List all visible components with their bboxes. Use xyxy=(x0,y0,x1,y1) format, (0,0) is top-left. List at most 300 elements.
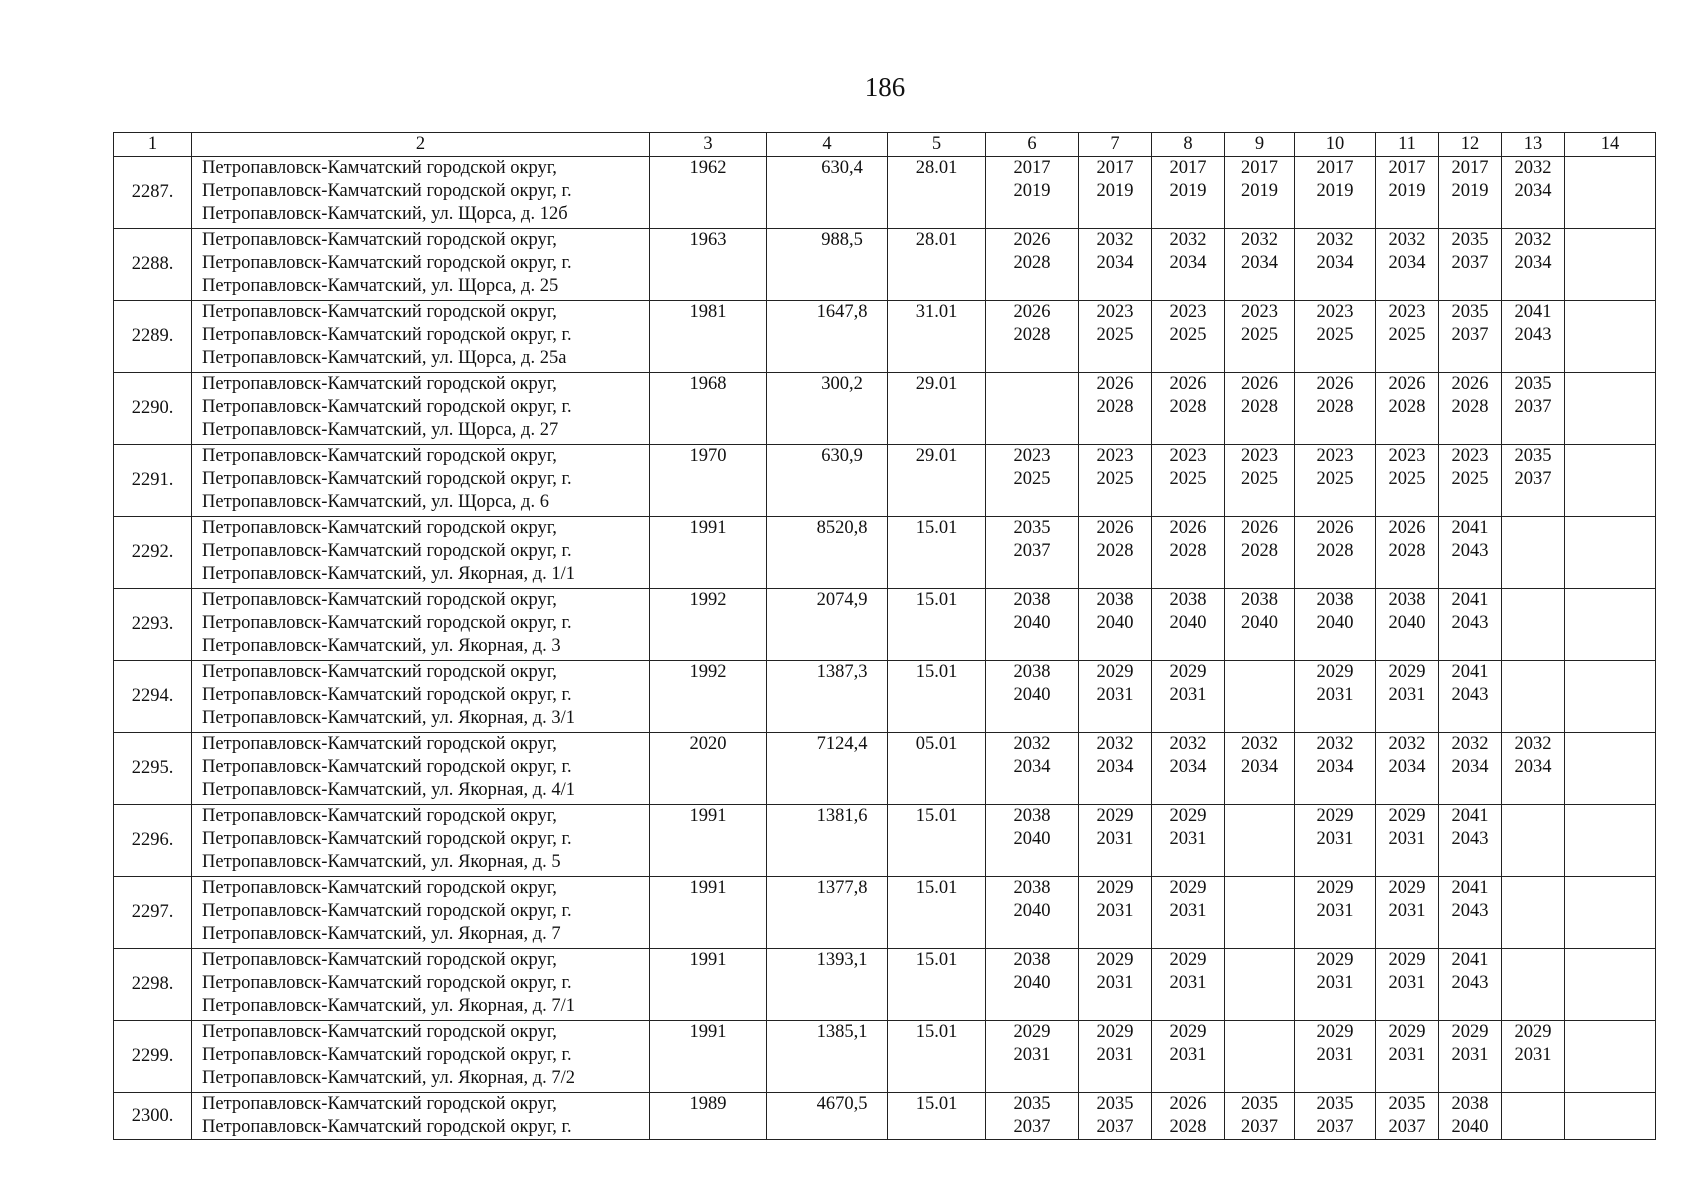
period-cell-col-8 xyxy=(1152,445,1225,517)
period-year: 2029 xyxy=(1388,806,1426,826)
period-cell-col-12 xyxy=(1439,589,1502,661)
date-code: 15.01 xyxy=(888,1093,986,1140)
date-code: 29.01 xyxy=(888,445,986,517)
period-cell-col-9 xyxy=(1225,301,1295,373)
period-cell-col-7 xyxy=(1079,229,1152,301)
address-line: Петропавловск-Камчатский городской округ, xyxy=(202,1022,557,1042)
period-cell-col-13 xyxy=(1502,517,1565,589)
period-year: 2037 xyxy=(1451,325,1489,345)
build-year: 1991 xyxy=(650,517,767,589)
address-line: Петропавловск-Камчатский городской округ, xyxy=(202,662,557,682)
period-year: 2031 xyxy=(1169,829,1207,849)
table-row xyxy=(114,949,1656,1021)
period-year: 2041 xyxy=(1451,590,1489,610)
address-line: Петропавловск-Камчатский городской округ, xyxy=(202,950,557,970)
period-year: 2031 xyxy=(1388,685,1426,705)
period-year: 2034 xyxy=(1241,253,1278,273)
period-year: 2038 xyxy=(1169,590,1207,610)
date-code: 15.01 xyxy=(888,877,986,949)
period-year: 2025 xyxy=(1096,325,1134,345)
period-year: 2043 xyxy=(1451,613,1489,633)
address-line: Петропавловск-Камчатский городской округ, xyxy=(202,374,557,394)
period-year: 2026 xyxy=(1013,230,1051,250)
table-row xyxy=(114,445,1656,517)
address-line: Петропавловск-Камчатский, ул. Якорная, д. 4/1 xyxy=(202,780,576,800)
period-cell-col-7 xyxy=(1079,805,1152,877)
period-cell-col-14 xyxy=(1565,373,1656,445)
period-year: 2028 xyxy=(1169,541,1207,561)
period-cell-col-13 xyxy=(1502,805,1565,877)
period-year: 2026 xyxy=(1096,374,1134,394)
period-cell-col-14 xyxy=(1565,445,1656,517)
period-year: 2032 xyxy=(1241,734,1278,754)
table-row xyxy=(114,157,1656,229)
period-cell-col-7 xyxy=(1079,1093,1152,1140)
address-line: Петропавловск-Камчатский городской округ, г. xyxy=(202,757,572,777)
period-cell-col-8 xyxy=(1152,373,1225,445)
period-year: 2037 xyxy=(1013,541,1051,561)
period-year: 2029 xyxy=(1096,878,1134,898)
table-row xyxy=(114,805,1656,877)
period-cell-col-7 xyxy=(1079,949,1152,1021)
period-year: 2029 xyxy=(1169,950,1207,970)
row-number: 2288. xyxy=(114,229,192,301)
period-cell-col-14 xyxy=(1565,733,1656,805)
period-year: 2028 xyxy=(1241,397,1278,417)
period-cell-col-13 xyxy=(1502,877,1565,949)
row-number: 2294. xyxy=(114,661,192,733)
period-year: 2032 xyxy=(1316,230,1354,250)
period-year: 2028 xyxy=(1388,397,1426,417)
period-cell-col-12 xyxy=(1439,301,1502,373)
period-year: 2031 xyxy=(1169,973,1207,993)
date-code: 28.01 xyxy=(888,157,986,229)
period-year: 2029 xyxy=(1388,1022,1426,1042)
period-year: 2029 xyxy=(1388,878,1426,898)
period-cell-col-12 xyxy=(1439,661,1502,733)
period-cell-col-12 xyxy=(1439,373,1502,445)
period-year: 2029 xyxy=(1388,662,1426,682)
period-year: 2026 xyxy=(1451,374,1489,394)
period-cell-col-11 xyxy=(1376,733,1439,805)
period-cell-col-10 xyxy=(1295,301,1376,373)
period-cell-col-8 xyxy=(1152,661,1225,733)
period-year: 2035 xyxy=(1514,446,1552,466)
period-cell-col-7 xyxy=(1079,445,1152,517)
period-year: 2037 xyxy=(1013,1117,1051,1137)
period-cell-col-10 xyxy=(1295,949,1376,1021)
period-year: 2040 xyxy=(1169,613,1207,633)
row-number: 2295. xyxy=(114,733,192,805)
address-line: Петропавловск-Камчатский городской округ, г. xyxy=(202,901,572,921)
period-cell-col-7 xyxy=(1079,733,1152,805)
period-cell-col-12 xyxy=(1439,157,1502,229)
period-cell-col-10 xyxy=(1295,589,1376,661)
area-value: 1385,1 xyxy=(767,1021,888,1093)
build-year: 1968 xyxy=(650,373,767,445)
period-year: 2037 xyxy=(1388,1117,1426,1137)
period-year: 2026 xyxy=(1169,518,1207,538)
period-year: 2028 xyxy=(1241,541,1278,561)
period-year: 2038 xyxy=(1316,590,1354,610)
period-year: 2040 xyxy=(1013,685,1051,705)
period-year: 2032 xyxy=(1514,230,1552,250)
date-code: 15.01 xyxy=(888,949,986,1021)
period-year: 2029 xyxy=(1316,662,1354,682)
area-value: 630,4 xyxy=(767,157,888,229)
period-year: 2032 xyxy=(1096,230,1134,250)
period-cell-col-10 xyxy=(1295,661,1376,733)
period-year: 2037 xyxy=(1096,1117,1134,1137)
row-number: 2289. xyxy=(114,301,192,373)
period-year: 2031 xyxy=(1096,1045,1134,1065)
period-cell-col-12 xyxy=(1439,877,1502,949)
column-header-7: 7 xyxy=(1079,133,1152,157)
date-code: 28.01 xyxy=(888,229,986,301)
period-cell-col-14 xyxy=(1565,877,1656,949)
period-year: 2031 xyxy=(1169,901,1207,921)
period-year: 2028 xyxy=(1451,397,1489,417)
period-year: 2029 xyxy=(1096,662,1134,682)
period-year: 2031 xyxy=(1096,901,1134,921)
build-year: 1970 xyxy=(650,445,767,517)
period-cell-col-6 xyxy=(986,1021,1079,1093)
period-cell-col-6 xyxy=(986,949,1079,1021)
date-code: 15.01 xyxy=(888,517,986,589)
period-year: 2037 xyxy=(1514,397,1552,417)
period-cell-col-8 xyxy=(1152,157,1225,229)
column-header-5: 5 xyxy=(888,133,986,157)
period-cell-col-12 xyxy=(1439,949,1502,1021)
period-year: 2038 xyxy=(1013,950,1051,970)
period-year: 2031 xyxy=(1388,973,1426,993)
period-year: 2038 xyxy=(1388,590,1426,610)
address-line: Петропавловск-Камчатский городской округ, xyxy=(202,158,557,178)
address-line: Петропавловск-Камчатский городской округ, xyxy=(202,446,557,466)
period-cell-col-6 xyxy=(986,661,1079,733)
period-year: 2038 xyxy=(1013,662,1051,682)
build-year: 1963 xyxy=(650,229,767,301)
period-year: 2032 xyxy=(1316,734,1354,754)
period-cell-col-9 xyxy=(1225,229,1295,301)
column-header-8: 8 xyxy=(1152,133,1225,157)
period-cell-col-11 xyxy=(1376,589,1439,661)
period-year: 2019 xyxy=(1388,181,1426,201)
period-year: 2025 xyxy=(1316,469,1354,489)
period-year: 2035 xyxy=(1013,1094,1051,1114)
date-code: 31.01 xyxy=(888,301,986,373)
period-year: 2032 xyxy=(1388,734,1426,754)
period-year: 2038 xyxy=(1096,590,1134,610)
period-cell-col-6 xyxy=(986,445,1079,517)
period-cell-col-13 xyxy=(1502,445,1565,517)
address-cell xyxy=(192,877,650,949)
address-cell xyxy=(192,301,650,373)
period-year: 2043 xyxy=(1451,901,1489,921)
period-cell-col-9 xyxy=(1225,661,1295,733)
period-cell-col-10 xyxy=(1295,517,1376,589)
period-cell-col-6 xyxy=(986,877,1079,949)
period-year: 2031 xyxy=(1096,685,1134,705)
period-year: 2029 xyxy=(1169,878,1207,898)
period-cell-col-12 xyxy=(1439,229,1502,301)
build-year: 1981 xyxy=(650,301,767,373)
period-year: 2031 xyxy=(1316,1045,1354,1065)
column-header-10: 10 xyxy=(1295,133,1376,157)
period-year: 2038 xyxy=(1013,590,1051,610)
period-cell-col-9 xyxy=(1225,949,1295,1021)
period-year: 2034 xyxy=(1514,253,1552,273)
area-value: 2074,9 xyxy=(767,589,888,661)
build-year: 2020 xyxy=(650,733,767,805)
build-year: 1992 xyxy=(650,661,767,733)
period-cell-col-8 xyxy=(1152,877,1225,949)
address-line: Петропавловск-Камчатский городской округ, г. xyxy=(202,973,572,993)
period-year: 2031 xyxy=(1096,829,1134,849)
date-code: 15.01 xyxy=(888,805,986,877)
period-cell-col-6 xyxy=(986,589,1079,661)
address-line: Петропавловск-Камчатский, ул. Якорная, д. 3 xyxy=(202,636,561,656)
address-line: Петропавловск-Камчатский, ул. Щорса, д. 6 xyxy=(202,492,549,512)
column-header-2: 2 xyxy=(192,133,650,157)
period-year: 2031 xyxy=(1316,973,1354,993)
period-year: 2035 xyxy=(1388,1094,1426,1114)
period-year: 2023 xyxy=(1241,302,1278,322)
address-line: Петропавловск-Камчатский городской округ, г. xyxy=(202,613,572,633)
address-line: Петропавловск-Камчатский городской округ, xyxy=(202,806,557,826)
period-year: 2034 xyxy=(1096,757,1134,777)
header-row xyxy=(114,133,1656,157)
period-cell-col-6 xyxy=(986,229,1079,301)
column-header-3: 3 xyxy=(650,133,767,157)
period-year: 2040 xyxy=(1241,613,1278,633)
address-line: Петропавловск-Камчатский городской округ, г. xyxy=(202,1117,572,1137)
period-year: 2031 xyxy=(1388,901,1426,921)
period-cell-col-13 xyxy=(1502,589,1565,661)
address-line: Петропавловск-Камчатский городской округ, xyxy=(202,734,557,754)
address-line: Петропавловск-Камчатский городской округ, г. xyxy=(202,685,572,705)
row-number: 2287. xyxy=(114,157,192,229)
table-row xyxy=(114,1021,1656,1093)
period-cell-col-9 xyxy=(1225,877,1295,949)
period-cell-col-8 xyxy=(1152,805,1225,877)
table-row xyxy=(114,301,1656,373)
period-cell-col-6 xyxy=(986,157,1079,229)
period-cell-col-13 xyxy=(1502,301,1565,373)
table-row xyxy=(114,229,1656,301)
period-cell-col-14 xyxy=(1565,301,1656,373)
period-cell-col-6 xyxy=(986,517,1079,589)
period-year: 2032 xyxy=(1096,734,1134,754)
period-year: 2034 xyxy=(1316,757,1354,777)
period-cell-col-10 xyxy=(1295,445,1376,517)
period-year: 2031 xyxy=(1096,973,1134,993)
period-year: 2041 xyxy=(1451,518,1489,538)
period-year: 2041 xyxy=(1451,878,1489,898)
page-number: 186 xyxy=(864,72,906,102)
period-year: 2029 xyxy=(1169,662,1207,682)
row-number: 2291. xyxy=(114,445,192,517)
period-year: 2025 xyxy=(1169,325,1207,345)
period-year: 2032 xyxy=(1514,734,1552,754)
period-year: 2040 xyxy=(1013,973,1051,993)
area-value: 988,5 xyxy=(767,229,888,301)
period-year: 2031 xyxy=(1514,1045,1552,1065)
period-year: 2026 xyxy=(1241,374,1278,394)
period-cell-col-14 xyxy=(1565,229,1656,301)
period-year: 2019 xyxy=(1169,181,1207,201)
period-cell-col-14 xyxy=(1565,949,1656,1021)
build-year: 1991 xyxy=(650,805,767,877)
period-cell-col-9 xyxy=(1225,1093,1295,1140)
address-line: Петропавловск-Камчатский городской округ, xyxy=(202,518,557,538)
period-year: 2034 xyxy=(1241,757,1278,777)
period-cell-col-7 xyxy=(1079,301,1152,373)
area-value: 1647,8 xyxy=(767,301,888,373)
table-row xyxy=(114,589,1656,661)
period-year: 2026 xyxy=(1241,518,1278,538)
period-cell-col-11 xyxy=(1376,517,1439,589)
period-cell-col-10 xyxy=(1295,1021,1376,1093)
period-year: 2037 xyxy=(1514,469,1552,489)
area-value: 630,9 xyxy=(767,445,888,517)
period-year: 2017 xyxy=(1451,158,1489,178)
period-cell-col-11 xyxy=(1376,661,1439,733)
period-year: 2029 xyxy=(1169,806,1207,826)
period-year: 2040 xyxy=(1013,613,1051,633)
period-year: 2037 xyxy=(1241,1117,1278,1137)
area-value: 1393,1 xyxy=(767,949,888,1021)
row-number: 2296. xyxy=(114,805,192,877)
period-cell-col-12 xyxy=(1439,805,1502,877)
period-year: 2043 xyxy=(1451,973,1489,993)
period-year: 2043 xyxy=(1514,325,1552,345)
address-line: Петропавловск-Камчатский городской округ, xyxy=(202,878,557,898)
address-line: Петропавловск-Камчатский городской округ, г. xyxy=(202,181,572,201)
address-cell xyxy=(192,1093,650,1140)
period-year: 2035 xyxy=(1013,518,1051,538)
period-year: 2037 xyxy=(1316,1117,1354,1137)
period-year: 2023 xyxy=(1013,446,1051,466)
period-year: 2017 xyxy=(1388,158,1426,178)
period-cell-col-9 xyxy=(1225,373,1295,445)
period-year: 2031 xyxy=(1169,685,1207,705)
period-year: 2029 xyxy=(1451,1022,1489,1042)
period-cell-col-10 xyxy=(1295,877,1376,949)
column-header-13: 13 xyxy=(1502,133,1565,157)
address-line: Петропавловск-Камчатский городской округ, г. xyxy=(202,829,572,849)
period-cell-col-11 xyxy=(1376,445,1439,517)
period-cell-col-10 xyxy=(1295,373,1376,445)
period-cell-col-13 xyxy=(1502,1093,1565,1140)
address-line: Петропавловск-Камчатский городской округ, г. xyxy=(202,1045,572,1065)
period-year: 2028 xyxy=(1169,397,1207,417)
address-cell xyxy=(192,445,650,517)
period-year: 2043 xyxy=(1451,541,1489,561)
period-cell-col-7 xyxy=(1079,661,1152,733)
period-year: 2038 xyxy=(1013,806,1051,826)
period-year: 2029 xyxy=(1316,878,1354,898)
period-year: 2034 xyxy=(1451,757,1489,777)
period-cell-col-11 xyxy=(1376,229,1439,301)
date-code: 05.01 xyxy=(888,733,986,805)
period-year: 2034 xyxy=(1013,757,1051,777)
period-year: 2019 xyxy=(1241,181,1278,201)
period-cell-col-11 xyxy=(1376,157,1439,229)
address-line: Петропавловск-Камчатский городской округ, г. xyxy=(202,325,572,345)
period-cell-col-7 xyxy=(1079,373,1152,445)
period-year: 2040 xyxy=(1013,829,1051,849)
table-row xyxy=(114,877,1656,949)
period-year: 2017 xyxy=(1013,158,1051,178)
area-value: 4670,5 xyxy=(767,1093,888,1140)
period-year: 2019 xyxy=(1316,181,1354,201)
period-year: 2038 xyxy=(1013,878,1051,898)
period-cell-col-9 xyxy=(1225,157,1295,229)
area-value: 300,2 xyxy=(767,373,888,445)
period-year: 2032 xyxy=(1169,230,1207,250)
address-line: Петропавловск-Камчатский городской округ, г. xyxy=(202,541,572,561)
period-year: 2032 xyxy=(1514,158,1552,178)
period-year: 2035 xyxy=(1451,230,1489,250)
period-year: 2041 xyxy=(1451,662,1489,682)
period-year: 2025 xyxy=(1169,469,1207,489)
build-year: 1991 xyxy=(650,877,767,949)
date-code: 15.01 xyxy=(888,661,986,733)
period-year: 2028 xyxy=(1316,541,1354,561)
period-year: 2029 xyxy=(1316,1022,1354,1042)
period-year: 2029 xyxy=(1169,1022,1207,1042)
period-year: 2029 xyxy=(1316,806,1354,826)
area-value: 8520,8 xyxy=(767,517,888,589)
period-year: 2023 xyxy=(1316,302,1354,322)
period-year: 2035 xyxy=(1451,302,1489,322)
period-cell-col-11 xyxy=(1376,1021,1439,1093)
address-line: Петропавловск-Камчатский, ул. Якорная, д. 5 xyxy=(202,852,561,872)
period-cell-col-10 xyxy=(1295,229,1376,301)
period-cell-col-12 xyxy=(1439,445,1502,517)
period-cell-col-6 xyxy=(986,805,1079,877)
period-year: 2028 xyxy=(1096,397,1134,417)
address-line: Петропавловск-Камчатский, ул. Щорса, д. 27 xyxy=(202,420,559,440)
address-line: Петропавловск-Камчатский городской округ, г. xyxy=(202,397,572,417)
period-cell-col-8 xyxy=(1152,1093,1225,1140)
address-line: Петропавловск-Камчатский, ул. Якорная, д. 1/1 xyxy=(202,564,576,584)
period-year: 2029 xyxy=(1316,950,1354,970)
period-cell-col-8 xyxy=(1152,589,1225,661)
period-cell-col-9 xyxy=(1225,517,1295,589)
period-year: 2023 xyxy=(1388,302,1426,322)
period-cell-col-13 xyxy=(1502,229,1565,301)
period-year: 2040 xyxy=(1388,613,1426,633)
table-body xyxy=(114,133,1656,1140)
period-cell-col-10 xyxy=(1295,1093,1376,1140)
period-year: 2023 xyxy=(1451,446,1489,466)
period-cell-col-11 xyxy=(1376,805,1439,877)
period-cell-col-7 xyxy=(1079,1021,1152,1093)
period-year: 2025 xyxy=(1388,325,1426,345)
period-cell-col-12 xyxy=(1439,517,1502,589)
address-cell xyxy=(192,1021,650,1093)
period-year: 2041 xyxy=(1451,806,1489,826)
table-row xyxy=(114,373,1656,445)
period-cell-col-11 xyxy=(1376,949,1439,1021)
period-year: 2031 xyxy=(1388,1045,1426,1065)
address-line: Петропавловск-Камчатский городской округ, xyxy=(202,302,557,322)
area-value: 7124,4 xyxy=(767,733,888,805)
period-year: 2026 xyxy=(1096,518,1134,538)
period-cell-col-6 xyxy=(986,1093,1079,1140)
